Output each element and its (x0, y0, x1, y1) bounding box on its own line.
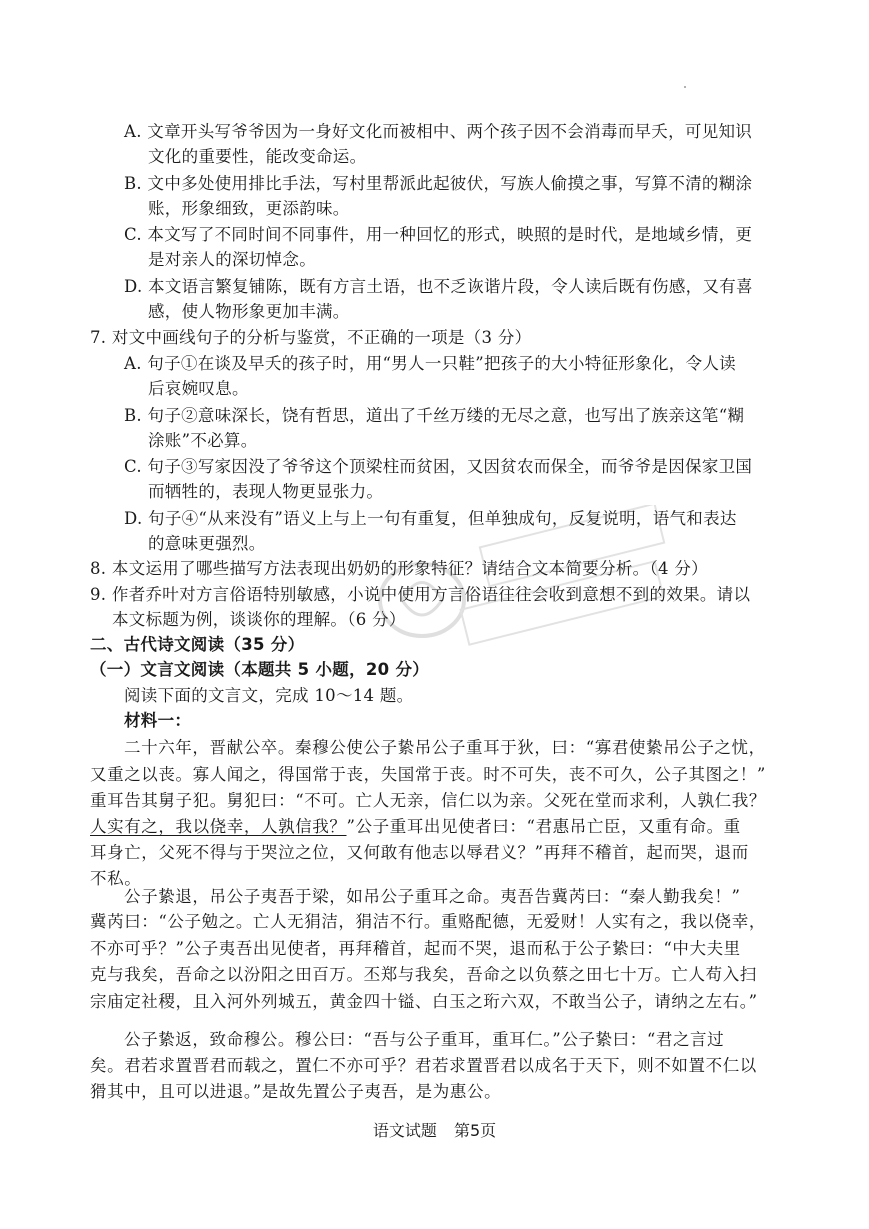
q6-option-c-line1: C. 本文写了不同时间不同事件，用一种回忆的形式，映照的是时代，是地域乡情，更 (124, 225, 753, 244)
passage-p3-line3: 猾其中，且可以进退。”是故先置公子夷吾，是为惠公。 (90, 1082, 502, 1101)
q9-stem-line2: 本文标题为例，谈谈你的理解。（6 分） (112, 610, 406, 629)
q6-option-c-line2: 是对亲人的深切悼念。 (148, 250, 316, 269)
q7-option-c-line1: C. 句子③写家因没了爷爷这个顶梁柱而贫困，又因贫农而保全，而爷爷是因保家卫国 (124, 457, 753, 476)
scan-dot (684, 86, 686, 88)
q7-option-c-line2: 而牺牲的，表现人物更显张力。 (148, 482, 384, 501)
passage-p1-line3: 重耳告其舅子犯。舅犯曰：“不可。亡人无亲，信仁以为亲。父死在堂而求利，人孰仁我？ (90, 791, 766, 810)
subsection-heading: （一）文言文阅读（本题共 5 小题，20 分） (90, 660, 430, 679)
passage-p1-line5: 耳身亡，父死不得与于哭泣之位，又何敢有他志以辱君义？”再拜不稽首，起而哭，退而 (90, 843, 749, 862)
passage-p2-line1: 公子絷退，吊公子夷吾于梁，如吊公子重耳之命。夷吾告冀芮曰：“秦人勤我矣！” (124, 887, 741, 906)
q7-option-d-line2: 的意味更强烈。 (148, 534, 266, 553)
passage-p1-line4-rest: ”公子重耳出见使者曰：“君惠吊亡臣，又重有命。重 (346, 817, 741, 836)
passage-p1-line6: 不私。 (90, 869, 142, 888)
passage-p2-line3: 不亦可乎？”公子夷吾出见使者，再拜稽首，起而不哭，退而私于公子絷曰：“中大夫里 (90, 939, 741, 958)
passage-p1-line2: 又重之以丧。寡人闻之，得国常于丧，失国常于丧。时不可失，丧不可久，公子其图之！” (90, 765, 766, 784)
material-label: 材料一： (124, 711, 192, 730)
section-heading: 二、古代诗文阅读（35 分） (90, 635, 305, 654)
passage-p2-line5: 宗庙定社稷，且入河外列城五，黄金四十镒、白玉之珩六双，不敢当公子，请纳之左右。” (90, 992, 758, 1011)
passage-p3-line1: 公子絷返，致命穆公。穆公曰：“吾与公子重耳，重耳仁。”公子絷曰：“君之言过 (124, 1030, 725, 1049)
q7-option-a-line1: A. 句子①在谈及早夭的孩子时，用“男人一只鞋”把孩子的大小特征形象化，令人读 (124, 354, 736, 373)
q7-option-b-line1: B. 句子②意味深长，饶有哲思，道出了千丝万缕的无尽之意，也写出了族亲这笔“糊 (124, 406, 745, 425)
q6-option-a-line2: 文化的重要性，能改变命运。 (148, 147, 367, 166)
q6-option-d-line1: D. 本文语言繁复铺陈，既有方言土语，也不乏诙谐片段，令人读后既有伤感，又有喜 (124, 277, 753, 296)
q6-option-d-line2: 感，使人物形象更加丰满。 (148, 302, 350, 321)
q6-option-b-line2: 账，形象细致，更添韵味。 (148, 199, 350, 218)
q7-option-d-line1: D. 句子④“从来没有”语义上与上一句有重复，但单独成句，反复说明，语气和表达 (124, 509, 737, 528)
passage-p1-line4 (90, 816, 741, 838)
passage-p2-line4: 克与我矣，吾命之以汾阳之田百万。丕郑与我矣，吾命之以负蔡之田七十万。亡人苟入扫 (90, 965, 757, 984)
q9-stem-line1: 9. 作者乔叶对方言俗语特别敏感，小说中使用方言俗语往往会收到意想不到的效果。请以 (90, 585, 751, 604)
passage-p3-line2: 矣。君若求置晋君而载之，置仁不亦可乎？君若求置晋君以成名于天下，则不如置不仁以 (90, 1056, 757, 1075)
q7-option-a-line2: 后哀婉叹息。 (148, 379, 249, 398)
q7-stem: 7. 对文中画线句子的分析与鉴赏，不正确的一项是（3 分） (90, 328, 532, 347)
q6-option-b-line1: B. 文中多处使用排比手法，写村里帮派此起彼伏，写族人偷摸之事，写算不清的糊涂 (124, 174, 753, 193)
passage-p1-line1: 二十六年，晋献公卒。秦穆公使公子絷吊公子重耳于狄，曰：“寡君使絷吊公子之忧， (124, 738, 766, 757)
page-footer: 语文试题 第5页 (372, 1121, 497, 1140)
passage-p2-line2: 冀芮曰：“公子勉之。亡人无狷洁，狷洁不行。重赂配德，无爱财！人实有之，我以侥幸， (90, 912, 766, 931)
q6-option-a-line1: A. 文章开头写爷爷因为一身好文化而被相中、两个孩子因不会消毒而早夭，可见知识 (124, 122, 753, 141)
underlined-sentence: 人实有之，我以侥幸，人孰信我？ (90, 817, 347, 836)
q7-option-b-line2: 涂账”不必算。 (148, 431, 258, 450)
q8-stem: 8. 本文运用了哪些描写方法表现出奶奶的形象特征？请结合文本简要分析。（4 分） (90, 559, 708, 578)
instruction: 阅读下面的文言文，完成 10～14 题。 (124, 686, 414, 705)
